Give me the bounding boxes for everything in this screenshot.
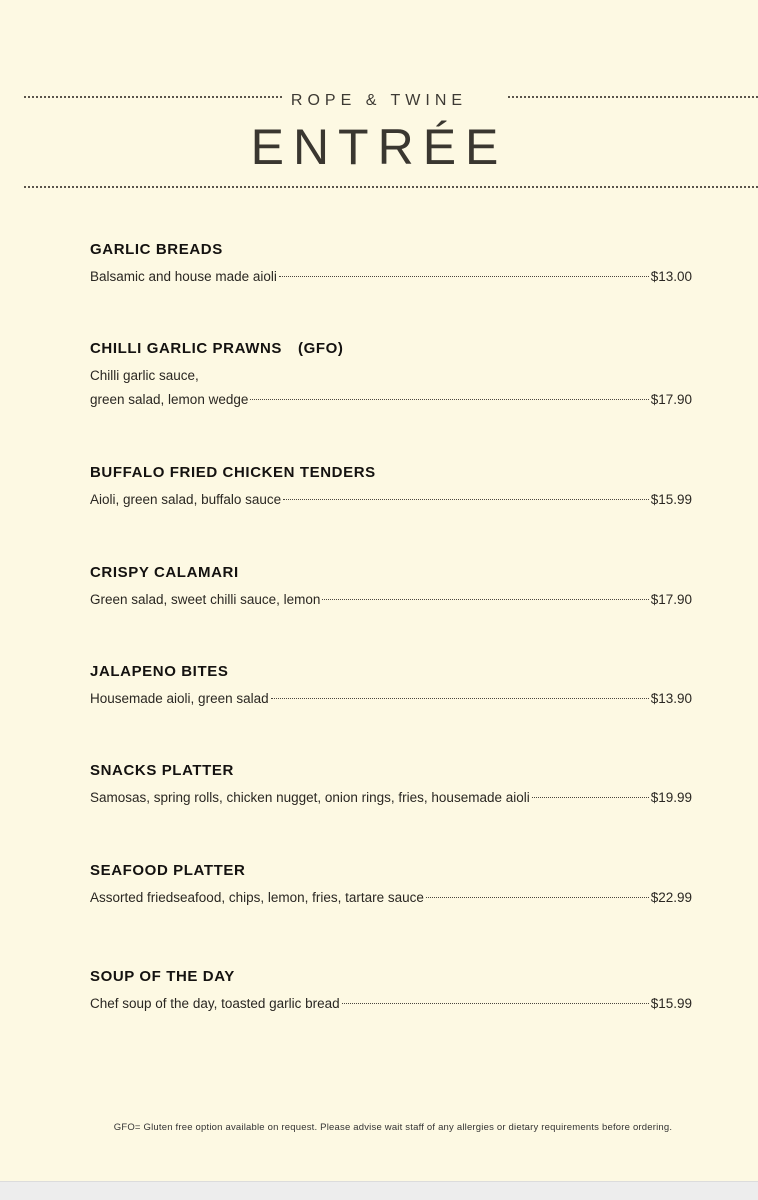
menu-item-line xyxy=(90,992,692,1016)
dot-leader xyxy=(279,276,649,277)
menu-item xyxy=(90,563,692,612)
menu-item xyxy=(90,463,692,512)
menu-item-name: SEAFOOD PLATTER xyxy=(90,862,246,879)
dot-leader xyxy=(250,399,648,400)
menu-item xyxy=(90,339,692,412)
menu-item-description: Chef soup of the day, toasted garlic bread xyxy=(90,996,340,1011)
menu-item-name: CRISPY CALAMARI xyxy=(90,564,239,581)
menu-item-line xyxy=(90,265,692,289)
page-title: ENTRÉE xyxy=(250,119,508,175)
restaurant-name: ROPE & TWINE xyxy=(290,92,468,109)
menu-item-name: BUFFALO FRIED CHICKEN TENDERS xyxy=(90,464,376,481)
menu-item-description-line: Chilli garlic sauce, xyxy=(90,368,199,383)
menu-item-price: $17.90 xyxy=(650,592,692,607)
menu-item-line xyxy=(90,388,692,412)
dietary-footnote: GFO= Gluten free option available on request. Please advise wait staff of any allergies or dietary requirements before ordering. xyxy=(113,1122,673,1133)
menu-item-price: $19.99 xyxy=(650,790,692,805)
menu-item-line xyxy=(90,687,692,711)
menu-item-line xyxy=(90,488,692,512)
menu-item-name: JALAPENO BITES xyxy=(90,663,229,680)
dot-leader xyxy=(322,599,648,600)
menu-item xyxy=(90,240,692,289)
header-divider-bottom xyxy=(24,186,758,188)
menu-item-price: $15.99 xyxy=(650,492,692,507)
menu-item-name: SNACKS PLATTER xyxy=(90,762,234,779)
menu-item-name: GARLIC BREADS xyxy=(90,241,223,258)
menu-item-price: $13.00 xyxy=(650,269,692,284)
menu-item-description: Balsamic and house made aioli xyxy=(90,269,277,284)
dot-leader xyxy=(271,698,649,699)
menu-item-name: CHILLI GARLIC PRAWNS xyxy=(90,340,282,357)
menu-item-price: $13.90 xyxy=(650,691,692,706)
menu-item-description: Samosas, spring rolls, chicken nugget, onion rings, fries, housemade aioli xyxy=(90,790,530,805)
dot-leader xyxy=(342,1003,649,1004)
menu-item-description: Assorted friedseafood, chips, lemon, fries, tartare sauce xyxy=(90,890,424,905)
menu-item-line xyxy=(90,588,692,612)
menu-item-line xyxy=(90,886,692,910)
menu-item-description: Green salad, sweet chilli sauce, lemon xyxy=(90,592,321,607)
menu-item-price: $15.99 xyxy=(650,996,692,1011)
menu-item-line xyxy=(90,786,692,810)
menu-item xyxy=(90,662,692,711)
dietary-tag: (GFO) xyxy=(298,340,344,357)
bottom-scroll-strip xyxy=(0,1181,758,1200)
menu-item-price: $17.90 xyxy=(650,392,692,407)
menu-item xyxy=(90,861,692,910)
menu-item-name-row xyxy=(90,339,692,359)
menu-item xyxy=(90,761,692,810)
dot-leader xyxy=(283,499,649,500)
dot-leader xyxy=(426,897,649,898)
dot-leader xyxy=(532,797,649,798)
menu-item-price: $22.99 xyxy=(650,890,692,905)
menu-item-name: SOUP OF THE DAY xyxy=(90,968,235,985)
menu-item-description: Aioli, green salad, buffalo sauce xyxy=(90,492,282,507)
menu-item-description: Housemade aioli, green salad xyxy=(90,691,269,706)
menu-item-description: green salad, lemon wedge xyxy=(90,392,249,407)
menu-item xyxy=(90,967,692,1016)
